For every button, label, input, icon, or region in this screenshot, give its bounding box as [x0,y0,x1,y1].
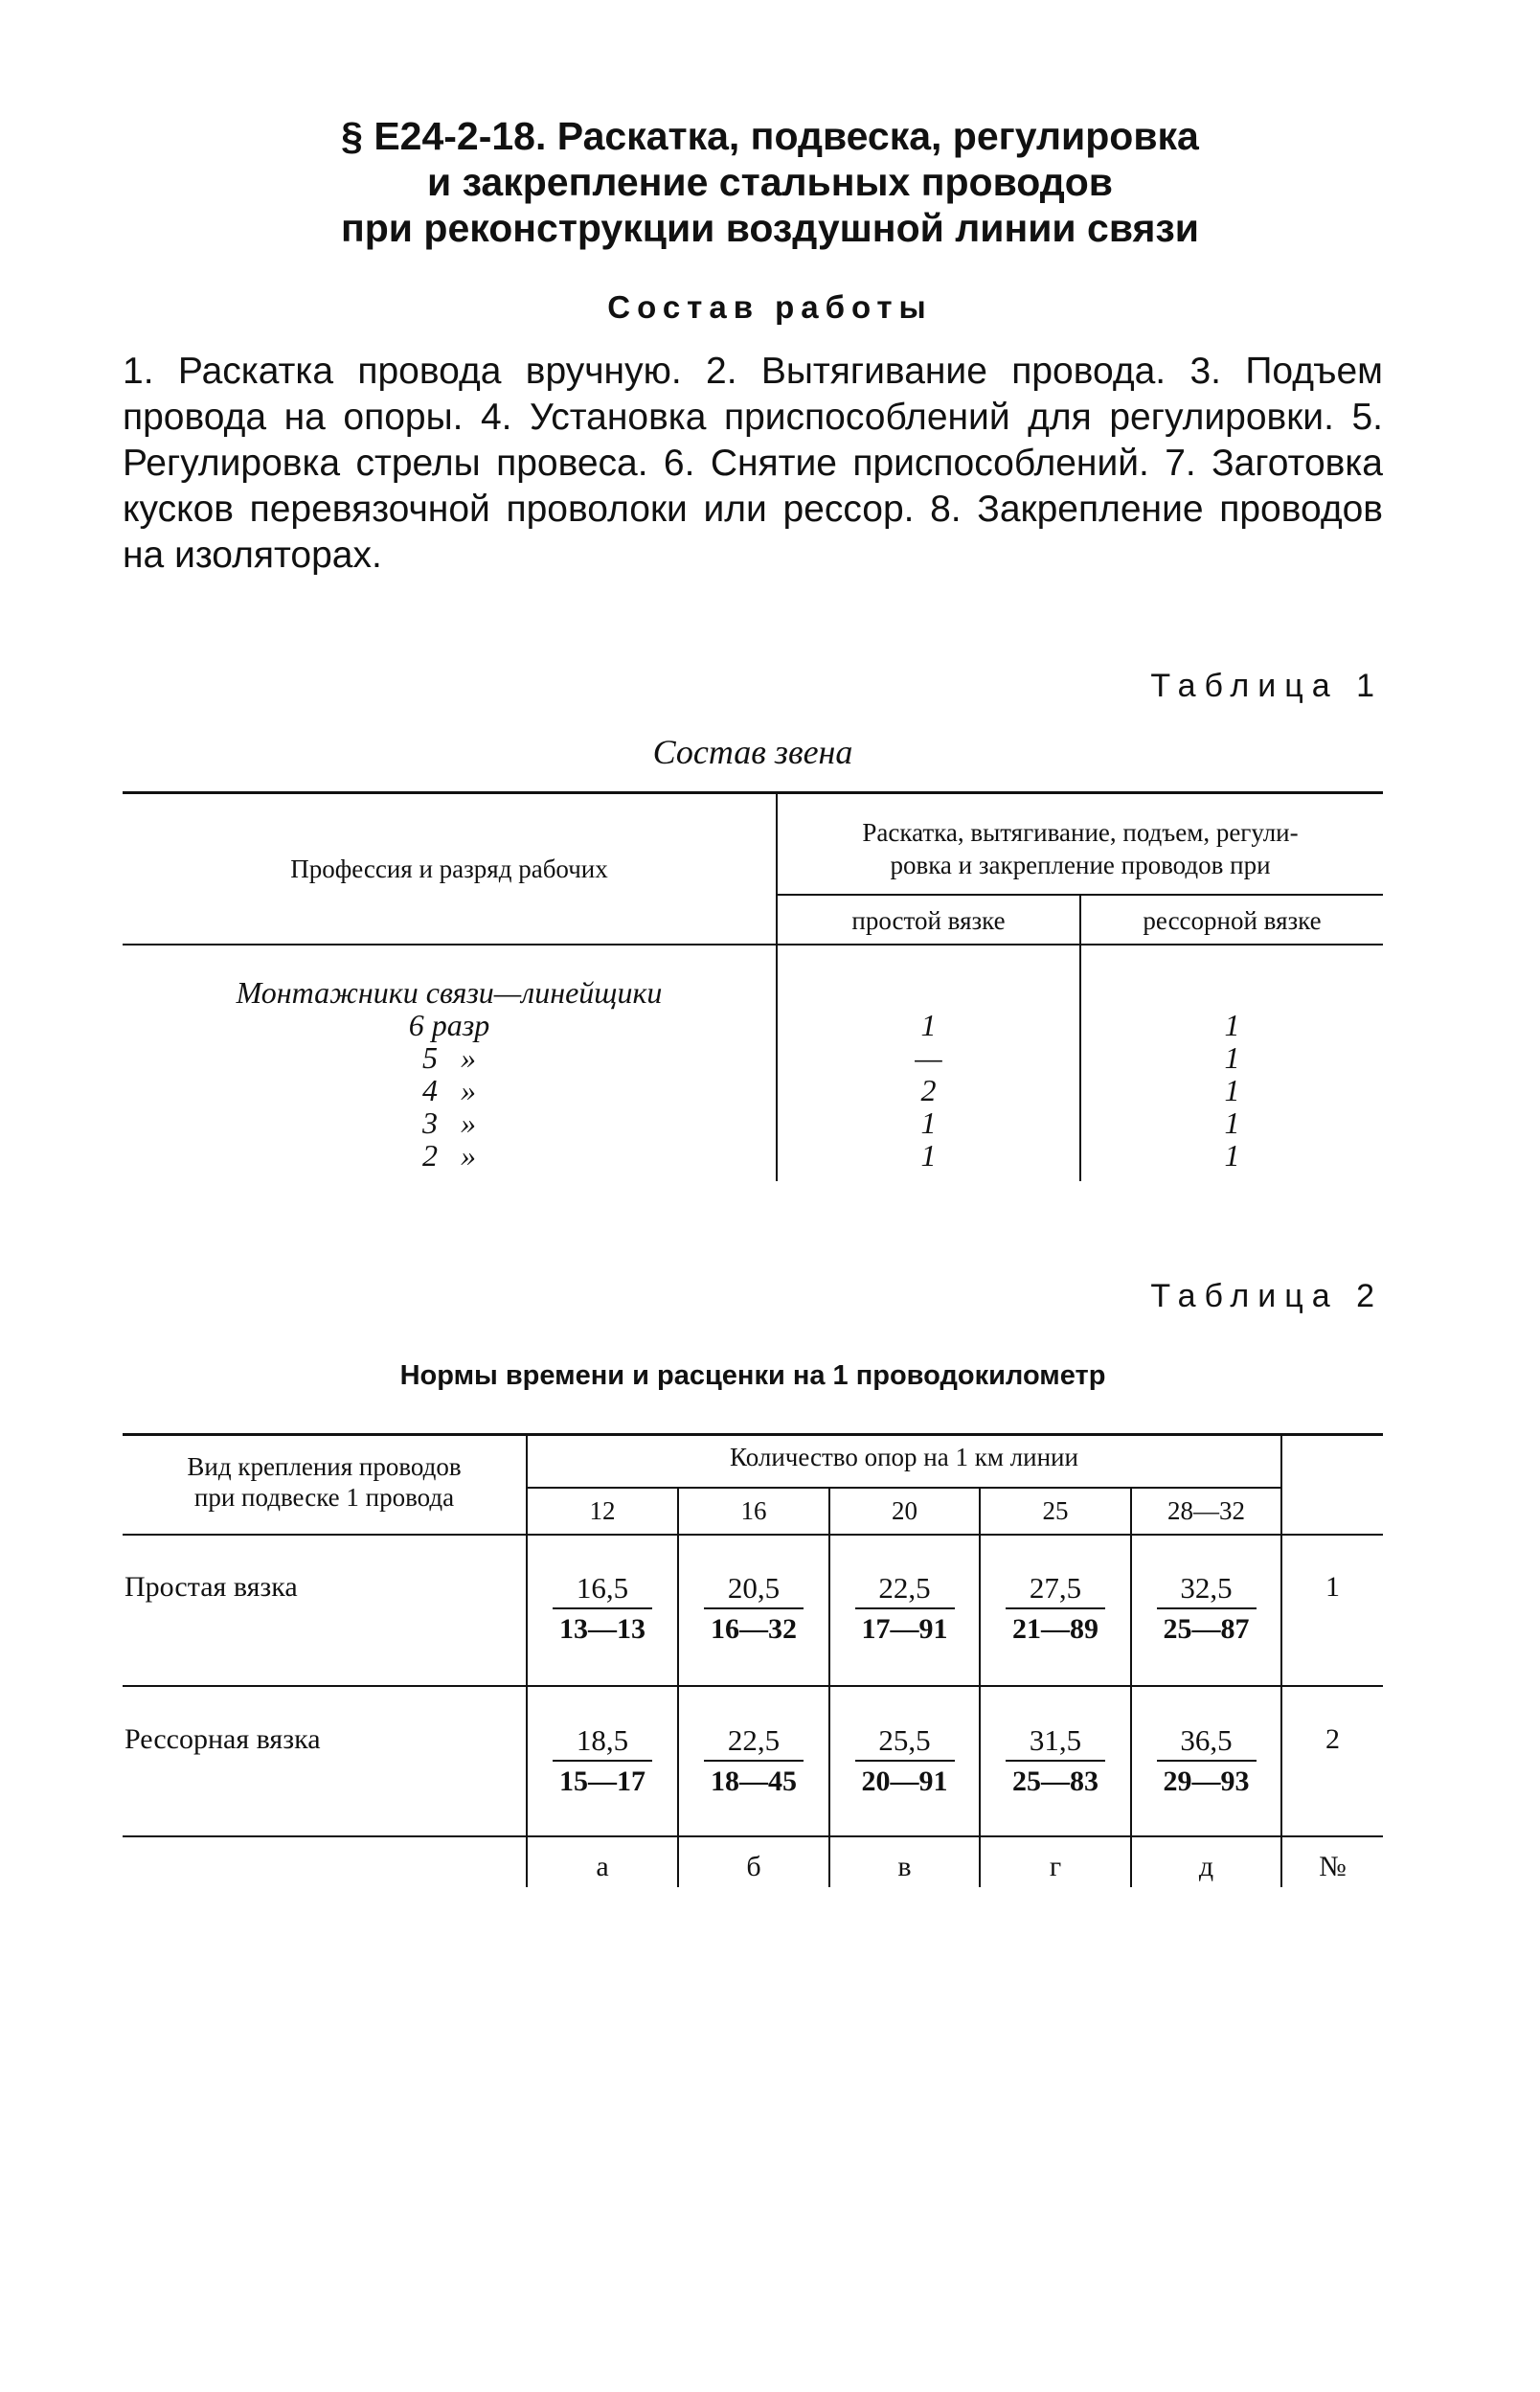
table2-row-label: Рессорная вязка [125,1723,321,1755]
table1-row-spring: 1 [1224,1008,1240,1042]
table2-vrule [828,1488,830,1887]
table2-row-number: 1 [1325,1571,1340,1603]
table2-fraction-bar [553,1760,652,1762]
table2-vrule [979,1488,981,1887]
table2-fraction-bar [704,1760,804,1762]
table1-caption: Состав звена [652,733,853,771]
table2-cell [830,1571,979,1646]
table2-cell-time: 32,5 [1180,1571,1233,1605]
table2-footer-number-sign: № [1319,1851,1347,1882]
table2-cell-time: 27,5 [1029,1571,1082,1605]
table2-cell-rate: 16—32 [711,1613,797,1645]
table2-fraction-bar [855,1760,955,1762]
table2-footer-letter: г [1049,1851,1062,1882]
table2-head-rule [123,1534,1383,1536]
table1-row-simple: 1 [920,1105,937,1140]
table2-cell-rate: 15—17 [559,1766,645,1797]
table2-col-header: 12 [589,1496,616,1525]
table2-cell-time: 36,5 [1180,1723,1233,1757]
table1-row-spring: 1 [1224,1138,1240,1173]
table2-cell [679,1571,828,1646]
table2-fraction-bar [1006,1760,1105,1762]
table2-row-number: 2 [1325,1723,1340,1755]
table1-row-grade: 5 » [422,1040,476,1075]
table2-cell-rate: 21—89 [1012,1613,1098,1645]
table2-vrule [677,1488,679,1887]
table1-top-rule [123,791,1383,794]
table2-cell-rate: 13—13 [559,1613,645,1645]
table2-footer-letter: в [897,1851,912,1882]
table2-vrule [1130,1488,1132,1887]
table1-row-spring: 1 [1224,1040,1240,1075]
table1-col-group [778,816,1383,881]
table2-cell-time: 31,5 [1029,1723,1082,1757]
table2-fraction-bar [553,1607,652,1609]
table2-cell-time: 20,5 [727,1571,781,1605]
composition-heading: Состав работы [607,289,933,325]
table2-cell [1132,1723,1280,1798]
table2-cell-rate: 25—83 [1012,1766,1098,1797]
table1-row-grade: 3 » [422,1105,476,1140]
table2-cell-rate: 20—91 [861,1766,948,1797]
table2-col-type-line-2: при подвеске 1 провода [193,1483,455,1512]
composition-paragraph: 1. Раскатка провода вручную. 2. Вытягивание провода. 3. Подъем провода на опоры. 4. Установка приспособлений для регулировки. 5. Регулировка стрелы провеса. 6. Снятие приспособлений. 7. Заготовка кусков перевязочной проволоки или рессор. 8. Закрепление проводов на изоляторах. [123,351,1383,576]
table2-caption: Нормы времени и расценки на 1 проводокилометр [399,1360,1106,1391]
table2-cell-time: 25,5 [878,1723,931,1757]
table2-cell-rate: 18—45 [711,1766,797,1797]
table1-col-group-line-1: Раскатка, вытягивание, подъем, регули- [862,818,1299,847]
table2-col-header: 28—32 [1167,1496,1245,1525]
table2-cell [981,1723,1130,1798]
table2-cell-time: 22,5 [878,1571,931,1605]
table2-cell-rate: 25—87 [1163,1613,1250,1645]
table1-row-simple: 1 [920,1008,937,1042]
section-title [192,113,1348,251]
table2-footer-letter: а [596,1851,609,1882]
table2-top-rule [123,1433,1383,1436]
table1-row-spring: 1 [1224,1073,1240,1107]
table1-group-label: Монтажники связи—линейщики [236,975,663,1010]
table1-row-simple: — [915,1040,942,1075]
table2-fraction-bar [704,1607,804,1609]
table1-label: Таблица 1 [1150,668,1383,704]
table2-col-type [123,1451,526,1513]
table2-cell [528,1571,677,1646]
table1-col-profession: Профессия и разряд рабочих [290,854,608,883]
table2-footer-letter: д [1198,1851,1214,1882]
table2-col-header: 20 [892,1496,917,1525]
section-title-line-3: при реконструкции воздушной линии связи [341,206,1199,250]
table1-col-simple: простой вязке [851,906,1006,935]
table2-cell-time: 22,5 [727,1723,781,1757]
table1-col-group-line-2: ровка и закрепление проводов при [890,851,1271,879]
table1-head-rule [123,944,1383,945]
table1-col-spring: рессорной вязке [1143,906,1322,935]
table1-row-simple: 1 [920,1138,937,1173]
section-title-line-2: и закрепление стальных проводов [426,160,1114,204]
table1-row-grade: 6 разр [408,1008,490,1042]
table2-cell-rate: 29—93 [1163,1766,1250,1797]
table2-cell-rate: 17—91 [861,1613,948,1645]
table2-cell [830,1723,979,1798]
table2-cell [981,1571,1130,1646]
table2-fraction-bar [1157,1607,1257,1609]
table1-row-spring: 1 [1224,1105,1240,1140]
table2-col-type-line-1: Вид крепления проводов [187,1452,462,1481]
section-title-line-1: § Е24-2-18. Раскатка, подвеска, регулировка [341,114,1199,158]
table1-row-grade: 4 » [422,1073,476,1107]
table2-label: Таблица 2 [1150,1278,1383,1314]
table2-cell [528,1723,677,1798]
table2-footer-letter: б [746,1851,761,1882]
table2-vrule [1280,1435,1282,1887]
table2-row-label: Простая вязка [125,1571,298,1603]
table2-cell-time: 18,5 [576,1723,629,1757]
table2-col-group: Количество опор на 1 км линии [730,1443,1078,1471]
table2-fraction-bar [1157,1760,1257,1762]
table2-cell [679,1723,828,1798]
table2-cell-time: 16,5 [576,1571,629,1605]
table2-col-header: 16 [740,1496,767,1525]
table2-fraction-bar [1006,1607,1105,1609]
table1-row-simple: 2 [920,1073,937,1107]
table2-cell [1132,1571,1280,1646]
table2-row-rule [123,1685,1383,1687]
table2-col-header: 25 [1042,1496,1069,1525]
table2-fraction-bar [855,1607,955,1609]
table2-bottom-rule [123,1835,1383,1837]
table1-row-grade: 2 » [422,1138,476,1173]
table2-subhead-rule [527,1487,1281,1489]
